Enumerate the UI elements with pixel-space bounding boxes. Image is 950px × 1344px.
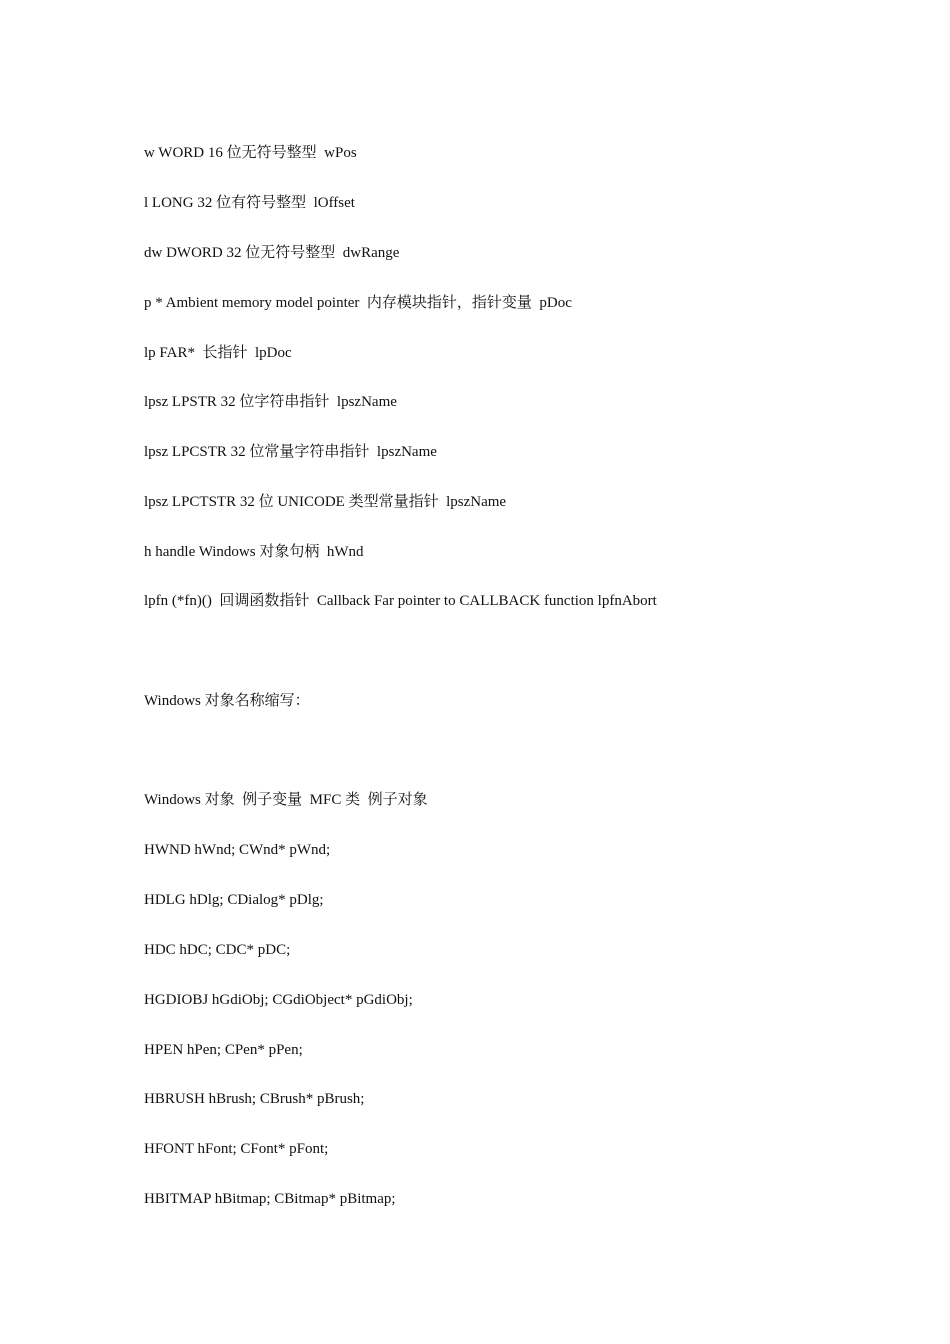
prefix-line-lp-far: lp FAR* 长指针 lpDoc [144,345,292,361]
prefix-line-l-long: l LONG 32 位有符号整型 lOffset [144,195,355,211]
object-line-hbitmap: HBITMAP hBitmap; CBitmap* pBitmap; [144,1191,396,1207]
prefix-line-p-pointer: p * Ambient memory model pointer 内存模块指针，指针变量 pDoc [144,295,572,311]
object-line-hdlg: HDLG hDlg; CDialog* pDlg; [144,892,324,908]
object-line-hwnd: HWND hWnd; CWnd* pWnd; [144,842,331,858]
prefix-line-lpsz-lpstr: lpsz LPSTR 32 位字符串指针 lpszName [144,394,397,410]
prefix-line-dw-dword: dw DWORD 32 位无符号整型 dwRange [144,245,400,261]
object-line-hpen: HPEN hPen; CPen* pPen; [144,1042,303,1058]
prefix-line-w-word: w WORD 16 位无符号整型 wPos [144,145,357,161]
object-line-hfont: HFONT hFont; CFont* pFont; [144,1141,329,1157]
prefix-line-lpfn: lpfn (*fn)() 回调函数指针 Callback Far pointer to CALLBACK function lpfnAbort [144,593,657,609]
section-heading: Windows 对象名称缩写： [144,693,310,709]
object-line-hbrush: HBRUSH hBrush; CBrush* pBrush; [144,1091,365,1107]
object-line-hgdiobj: HGDIOBJ hGdiObj; CGdiObject* pGdiObj; [144,992,413,1008]
prefix-line-lpsz-lpctstr: lpsz LPCTSTR 32 位 UNICODE 类型常量指针 lpszName [144,494,507,510]
object-table-header: Windows 对象 例子变量 MFC 类 例子对象 [144,792,428,808]
prefix-line-lpsz-lpcstr: lpsz LPCSTR 32 位常量字符串指针 lpszName [144,444,437,460]
prefix-line-h-handle: h handle Windows 对象句柄 hWnd [144,544,364,560]
object-line-hdc: HDC hDC; CDC* pDC; [144,942,291,958]
